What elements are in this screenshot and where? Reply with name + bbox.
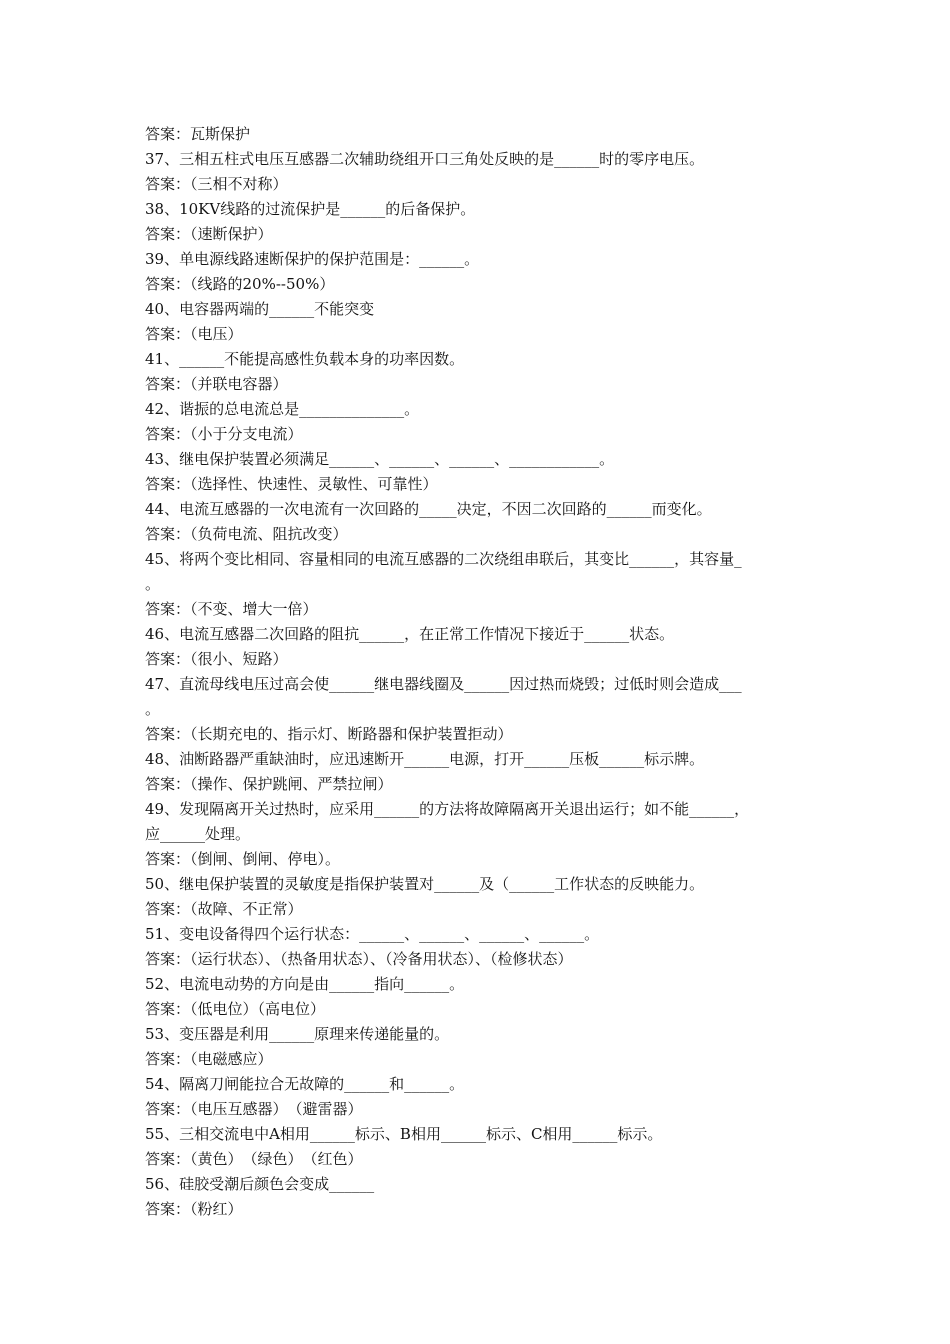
question-line: 54、隔离刀闸能拉合无故障的______和______。: [145, 1075, 465, 1093]
question-line: 38、10KV线路的过流保护是______的后备保护。: [145, 200, 476, 218]
question-line: 53、变压器是利用______原理来传递能量的。: [145, 1025, 450, 1043]
answer-line: 答案：（线路的20%--50%）: [145, 275, 335, 293]
question-line: 47、直流母线电压过高会使______继电器线圈及______因过热而烧毁；过低时则会造成___: [145, 675, 742, 693]
question-line: 37、三相五柱式电压互感器二次辅助绕组开口三角处反映的是______时的零序电压。: [145, 150, 705, 168]
answer-line: 答案：（粉红）: [145, 1200, 243, 1218]
question-line: 42、谐振的总电流总是______________。: [145, 400, 420, 418]
answer-line: 答案：（很小、短路）: [145, 650, 288, 668]
answer-line: 答案：（长期充电的、指示灯、断路器和保护装置拒动）: [145, 725, 513, 743]
answer-line: 答案：（倒闸、倒闸、停电）。: [145, 850, 341, 868]
question-line: 55、三相交流电中A相用______标示、B相用______标示、C相用______标示。: [145, 1125, 663, 1143]
answer-line: 答案：（小于分支电流）: [145, 425, 303, 443]
answer-line: 答案：（故障、不正常）: [145, 900, 303, 918]
question-line: 50、继电保护装置的灵敏度是指保护装置对______及（______工作状态的反映能力。: [145, 875, 705, 893]
answer-line: 答案：（速断保护）: [145, 225, 273, 243]
answer-line: 答案：（操作、保护跳闸、严禁拉闸）: [145, 775, 393, 793]
answer-line: 答案：（三相不对称）: [145, 175, 288, 193]
question-line: 52、电流电动势的方向是由______指向______。: [145, 975, 465, 993]
question-line: 44、电流互感器的一次电流有一次回路的_____决定，不因二次回路的______而变化。: [145, 500, 712, 518]
question-line: 46、电流互感器二次回路的阻抗______，在正常工作情况下接近于______状态。: [145, 625, 675, 643]
answer-line: 答案：（不变、增大一倍）: [145, 600, 318, 618]
question-line: 45、将两个变比相同、容量相同的电流互感器的二次绕组串联后，其变比______，其容量_: [145, 550, 742, 568]
question-line: 43、继电保护装置必须满足______、______、______、____________。: [145, 450, 615, 468]
question-line: 56、硅胶受潮后颜色会变成______: [145, 1175, 375, 1193]
question-line: 41、______不能提高感性负载本身的功率因数。: [145, 350, 465, 368]
question-line: 48、油断路器严重缺油时，应迅速断开______电源，打开______压板______标示牌。: [145, 750, 705, 768]
question-line: 。: [145, 700, 161, 718]
document-page: [145, 122, 813, 1222]
question-line: 39、单电源线路速断保护的保护范围是：______。: [145, 250, 480, 268]
question-line: 51、变电设备得四个运行状态：______、______、______、______。: [145, 925, 600, 943]
answer-line: 答案：瓦斯保护: [145, 125, 251, 143]
question-line: 应______处理。: [145, 825, 251, 843]
question-line: 49、发现隔离开关过热时，应采用______的方法将故障隔离开关退出运行；如不能______，: [145, 800, 750, 818]
answer-line: 答案：（低电位）（高电位）: [145, 1000, 326, 1018]
answer-line: 答案：（并联电容器）: [145, 375, 288, 393]
question-line: 。: [145, 575, 161, 593]
question-line: 40、电容器两端的______不能突变: [145, 300, 375, 318]
answer-line: 答案：（运行状态）、（热备用状态）、（冷备用状态）、（检修状态）: [145, 950, 573, 968]
answer-line: 答案：（黄色） （绿色） （红色）: [145, 1150, 363, 1168]
answer-line: 答案：（选择性、快速性、灵敏性、可靠性）: [145, 475, 438, 493]
answer-line: 答案：（电压）: [145, 325, 243, 343]
answer-line: 答案：（电磁感应）: [145, 1050, 273, 1068]
answer-line: 答案：（负荷电流、阻抗改变）: [145, 525, 348, 543]
answer-line: 答案：（电压互感器） （避雷器）: [145, 1100, 363, 1118]
